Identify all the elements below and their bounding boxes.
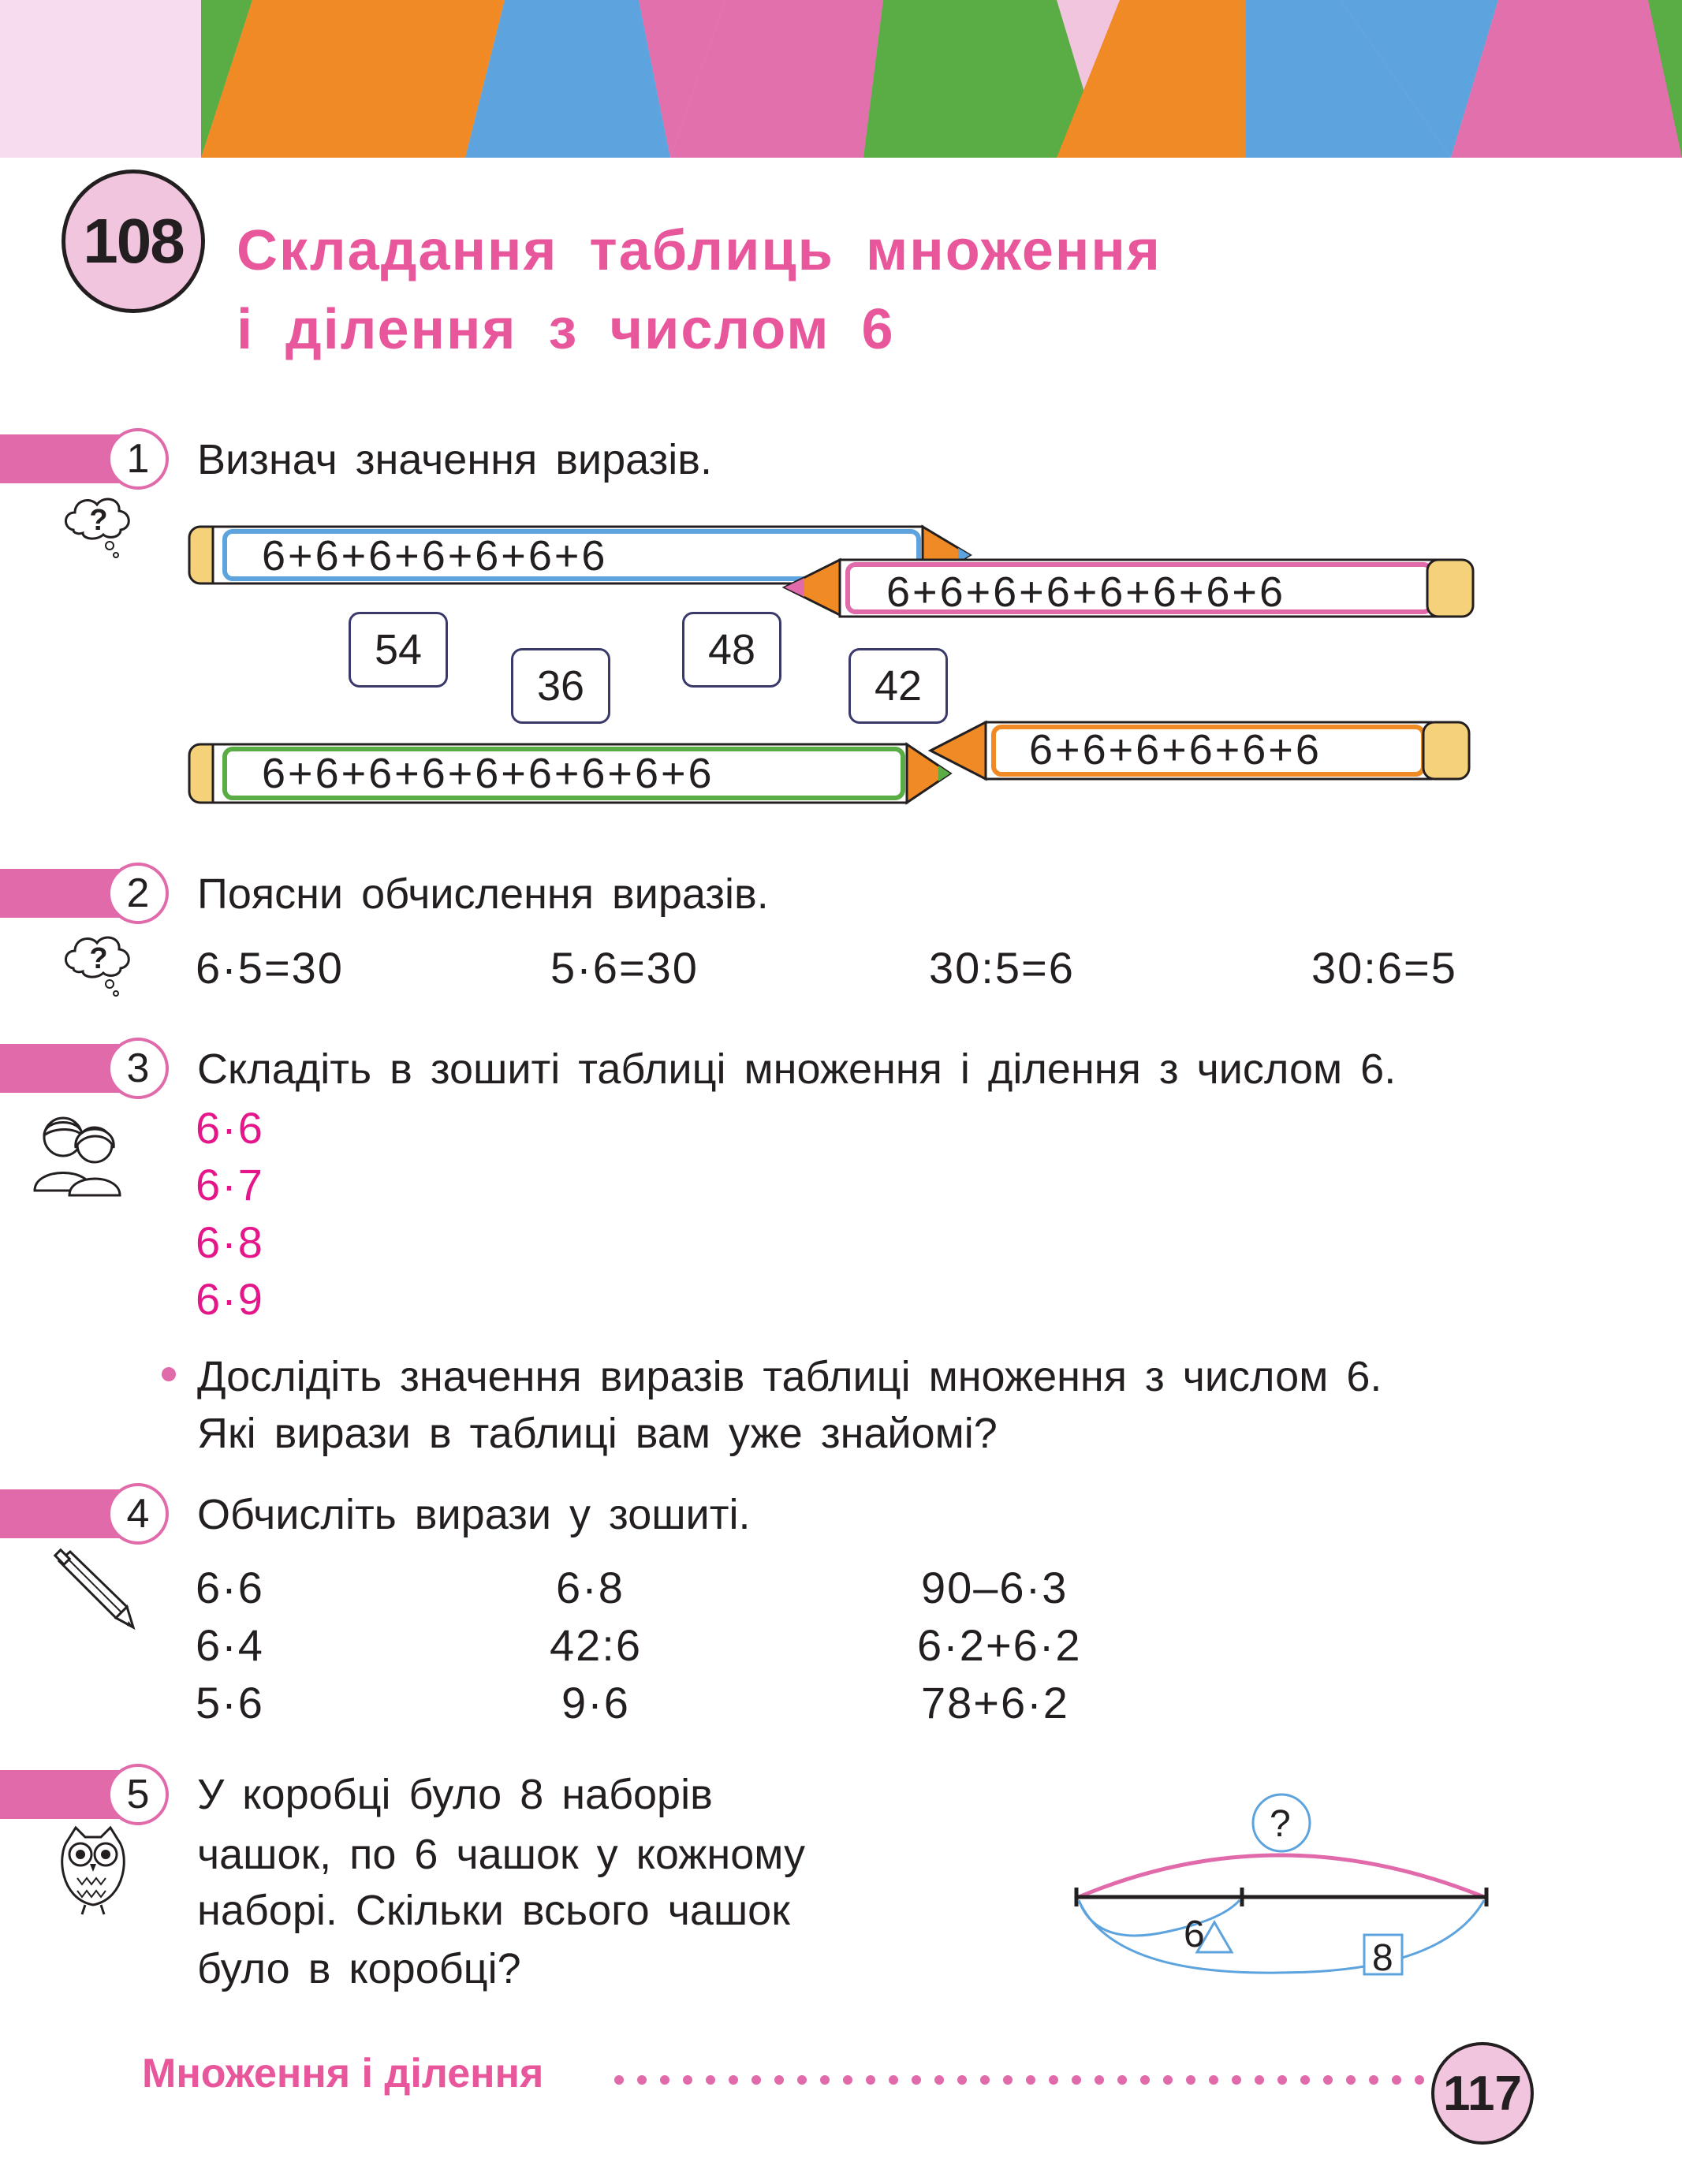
pencil-3-expression: 6+6+6+6+6+6+6+6+6 (262, 750, 714, 797)
expression: 30:5=6 (929, 943, 1075, 993)
expression: 78+6·2 (921, 1678, 1069, 1727)
scheme-count-label: 8 (1372, 1937, 1393, 1979)
expression: 5·6 (196, 1678, 264, 1727)
scheme-part-label: 6 (1184, 1914, 1205, 1955)
task-5-line3: наборі. Скільки всього чашок (197, 1887, 790, 1934)
page-number: 117 (1431, 2042, 1534, 2145)
footer-dot (1026, 2075, 1035, 2085)
footer-dot (660, 2075, 669, 2085)
think-icon (59, 927, 138, 1006)
answer-box: 54 (349, 612, 448, 688)
footer-dot (980, 2075, 990, 2085)
footer-dot (912, 2075, 921, 2085)
lesson-title-line1: Складання таблиць множення (237, 219, 1162, 282)
footer-dot (1003, 2075, 1013, 2085)
task-5-line2: чашок, по 6 чашок у кожному (197, 1831, 805, 1878)
think-icon (59, 489, 138, 568)
footer-dot (1163, 2075, 1173, 2085)
footer-dot (866, 2075, 875, 2085)
pair-work-icon (30, 1104, 125, 1198)
task-2-number: 2 (107, 863, 169, 924)
expression: 6·5=30 (196, 943, 344, 993)
footer-dot (1300, 2075, 1310, 2085)
footer-dot (957, 2075, 967, 2085)
svg-text:?: ? (89, 504, 108, 537)
footer-dot (889, 2075, 898, 2085)
footer-section-title: Множення і ділення (142, 2051, 544, 2096)
task-1-text: Визнач значення виразів. (197, 436, 712, 483)
answer-box: 48 (682, 612, 781, 688)
footer-dot (614, 2075, 624, 2085)
footer-dot (1392, 2075, 1401, 2085)
footer-dot (1095, 2075, 1104, 2085)
task-4-number: 4 (107, 1483, 169, 1545)
footer-dot (843, 2075, 852, 2085)
footer-dot (1049, 2075, 1058, 2085)
expression: 42:6 (550, 1620, 642, 1670)
expression: 6·2+6·2 (917, 1620, 1082, 1670)
scheme-question: ? (1270, 1803, 1291, 1845)
top-banner (0, 0, 1682, 158)
owl-icon (54, 1823, 132, 1918)
lesson-title-line2: і ділення з числом 6 (237, 298, 895, 361)
expression: 9·6 (561, 1678, 630, 1727)
task-5-number: 5 (107, 1764, 169, 1825)
footer-dot (729, 2075, 738, 2085)
footer-dot (1415, 2075, 1424, 2085)
lesson-number: 108 (62, 170, 205, 313)
footer-dot (797, 2075, 807, 2085)
task-3-bullet-line1: Дослідіть значення виразів таблиці множення з числом 6. (197, 1353, 1382, 1400)
task-3-number: 3 (107, 1038, 169, 1099)
task-5-line4: було в коробці? (197, 1945, 521, 1992)
footer-dot (1209, 2075, 1218, 2085)
pink-expression: 6·8 (196, 1217, 264, 1267)
footer-dot (1277, 2075, 1287, 2085)
footer-dot (774, 2075, 784, 2085)
task-5-line1: У коробці було 8 наборів (197, 1771, 713, 1818)
lesson-title (237, 211, 1577, 369)
expression: 30:6=5 (1311, 943, 1457, 993)
expression: 90–6·3 (921, 1563, 1068, 1612)
footer-dot (1369, 2075, 1378, 2085)
footer-dot (1140, 2075, 1150, 2085)
task-1-number: 1 (107, 428, 169, 490)
task-4-text: Обчисліть вирази у зошиті. (197, 1491, 751, 1538)
pencil-4-expression: 6+6+6+6+6+6 (1029, 726, 1322, 773)
expression: 6·8 (556, 1563, 625, 1612)
footer-dot (1117, 2075, 1127, 2085)
footer-dotted-line (611, 2072, 1435, 2088)
footer-dot (820, 2075, 830, 2085)
task-3-text: Складіть в зошиті таблиці множення і ділення з числом 6. (197, 1045, 1397, 1093)
bullet-point (162, 1367, 176, 1381)
footer-dot (683, 2075, 692, 2085)
pink-expression: 6·6 (196, 1103, 264, 1153)
footer-dot (1072, 2075, 1081, 2085)
task-3-bullet-line2: Які вирази в таблиці вам уже знайомі? (197, 1410, 998, 1457)
pencil-icon (51, 1545, 138, 1632)
answer-box: 42 (848, 648, 948, 724)
footer-dot (1346, 2075, 1356, 2085)
task-2-text: Поясни обчислення виразів. (197, 870, 769, 918)
footer-dot (1323, 2075, 1333, 2085)
expression: 6·6 (196, 1563, 264, 1612)
footer-dot (1232, 2075, 1241, 2085)
pink-expression: 6·7 (196, 1160, 264, 1209)
footer-dot (1186, 2075, 1195, 2085)
footer-dot (1255, 2075, 1264, 2085)
footer-dot (637, 2075, 647, 2085)
pencil-1-expression: 6+6+6+6+6+6+6 (262, 532, 608, 580)
footer-dot (751, 2075, 761, 2085)
pencil-2-expression: 6+6+6+6+6+6+6+6 (886, 568, 1286, 616)
expression: 5·6=30 (550, 943, 699, 993)
footer-dot (934, 2075, 944, 2085)
expression: 6·4 (196, 1620, 264, 1670)
pink-expression: 6·9 (196, 1274, 264, 1324)
svg-text:?: ? (89, 942, 108, 975)
answer-box: 36 (511, 648, 610, 724)
footer-dot (706, 2075, 715, 2085)
